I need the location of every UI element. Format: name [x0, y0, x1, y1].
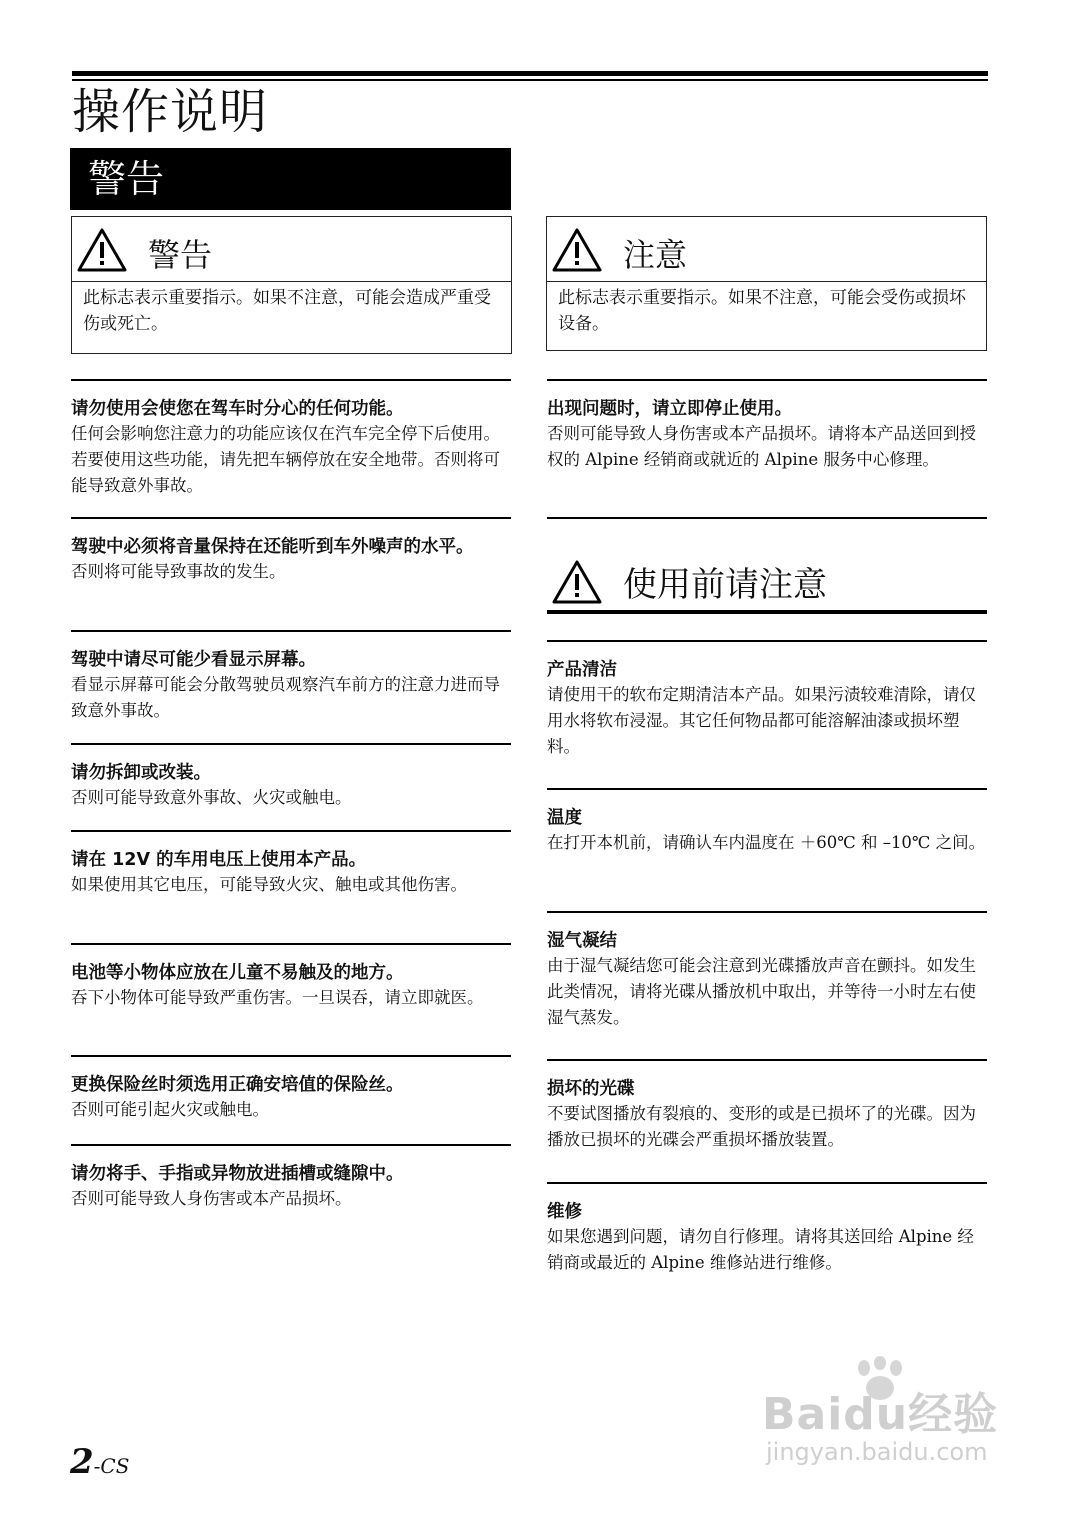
item-title: 驾驶中请尽可能少看显示屏幕。 — [71, 650, 316, 670]
warning-triangle-icon — [551, 227, 603, 273]
item-body: 任何会影响您注意力的功能应该仅在汽车完全停下后使用。若要使用这些功能，请先把车辆停放在安全地带。否则将可能导致意外事故。 — [71, 424, 500, 495]
item-title: 温度 — [547, 808, 582, 828]
list-item — [547, 379, 987, 473]
warning-box-text: 此标志表示重要指示。如果不注意，可能会造成严重受伤或死亡。 — [83, 288, 491, 334]
list-item — [71, 1144, 511, 1212]
item-body: 不要试图播放有裂痕的、变形的或是已损坏了的光碟。因为播放已损坏的光碟会严重损坏播放装置。 — [547, 1104, 976, 1149]
list-item — [547, 788, 987, 856]
page-number-value: 2 — [70, 1442, 94, 1482]
top-rule-thin — [72, 79, 988, 81]
divider — [547, 640, 987, 642]
precautions-underline — [547, 610, 987, 614]
list-item — [71, 630, 511, 724]
item-title: 请勿拆卸或改装。 — [71, 763, 211, 783]
warning-box-label: 警告 — [148, 236, 213, 274]
watermark-brand: Baidu经验 — [762, 1389, 999, 1440]
precautions-heading — [547, 556, 987, 616]
watermark-url: jingyan.baidu.com — [766, 1438, 988, 1466]
warning-box-header — [72, 217, 511, 282]
item-title: 请在 12V 的车用电压上使用本产品。 — [71, 850, 367, 870]
divider — [547, 379, 987, 381]
list-item — [547, 911, 987, 1031]
item-title: 出现问题时，请立即停止使用。 — [547, 399, 792, 419]
item-title: 请勿将手、手指或异物放进插槽或缝隙中。 — [71, 1164, 404, 1184]
divider — [547, 911, 987, 913]
item-body: 在打开本机前，请确认车内温度在 ＋60℃ 和 –10℃ 之间。 — [547, 833, 986, 852]
list-item — [547, 640, 987, 760]
caution-box-label: 注意 — [623, 236, 688, 274]
item-body: 如果您遇到问题，请勿自行修理。请将其送回给 Alpine 经销商或最近的 Alpine 维修站进行维修。 — [547, 1227, 974, 1272]
item-title: 损坏的光碟 — [547, 1079, 635, 1099]
item-body: 由于湿气凝结您可能会注意到光碟播放声音在颤抖。如发生此类情况，请将光碟从播放机中取出，并等待一小时左右使湿气蒸发。 — [547, 956, 976, 1027]
divider — [71, 630, 511, 632]
item-title: 维修 — [547, 1202, 582, 1222]
item-body: 否则可能导致意外事故、火灾或触电。 — [71, 788, 352, 807]
divider — [547, 517, 987, 519]
list-item — [71, 743, 511, 811]
list-item — [71, 517, 511, 585]
item-body: 请使用干的软布定期清洁本产品。如果污渍较难清除，请仅用水将软布浸湿。其它任何物品都可能溶解油漆或损坏塑料。 — [547, 685, 976, 756]
precautions-label: 使用前请注意 — [623, 565, 827, 605]
caution-box — [546, 216, 987, 351]
divider — [71, 1144, 511, 1146]
item-body: 吞下小物体可能导致严重伤害。一旦误吞，请立即就医。 — [71, 988, 484, 1007]
divider — [547, 788, 987, 790]
page-number-suffix: -CS — [93, 1454, 130, 1478]
warning-triangle-icon — [76, 227, 128, 273]
item-body: 如果使用其它电压，可能导致火灾、触电或其他伤害。 — [71, 875, 467, 894]
warning-box — [71, 216, 512, 354]
item-body: 否则可能引起火灾或触电。 — [71, 1100, 269, 1119]
list-item — [71, 830, 511, 898]
divider — [71, 517, 511, 519]
list-item — [547, 1182, 987, 1276]
item-body: 看显示屏幕可能会分散驾驶员观察汽车前方的注意力进而导致意外事故。 — [71, 675, 500, 720]
divider — [71, 943, 511, 945]
list-item — [71, 943, 511, 1011]
divider — [71, 830, 511, 832]
caution-box-header — [547, 217, 986, 282]
page-number — [70, 1442, 129, 1482]
item-title: 产品清洁 — [547, 660, 617, 680]
item-title: 电池等小物体应放在儿童不易触及的地方。 — [71, 963, 404, 983]
baidu-watermark — [762, 1356, 1012, 1476]
list-item — [71, 379, 511, 499]
item-title: 驾驶中必须将音量保持在还能听到车外噪声的水平。 — [71, 537, 474, 557]
warning-triangle-icon — [551, 559, 603, 605]
item-title: 更换保险丝时须选用正确安培值的保险丝。 — [71, 1075, 404, 1095]
divider — [71, 743, 511, 745]
divider — [547, 1059, 987, 1061]
item-body: 否则可能导致人身伤害或本产品损坏。 — [71, 1189, 352, 1208]
caution-box-text: 此标志表示重要指示。如果不注意，可能会受伤或损坏设备。 — [558, 288, 966, 334]
section-header-warning: 警告 — [70, 148, 511, 210]
top-rule-thick — [72, 71, 988, 76]
divider-block — [547, 517, 987, 519]
list-item — [71, 1055, 511, 1123]
item-body: 否则可能导致人身伤害或本产品损坏。请将本产品送回到授权的 Alpine 经销商或就近的 Alpine 服务中心修理。 — [547, 424, 976, 469]
divider — [547, 1182, 987, 1184]
item-body: 否则将可能导致事故的发生。 — [71, 562, 286, 581]
item-title: 湿气凝结 — [547, 931, 617, 951]
divider — [71, 1055, 511, 1057]
item-title: 请勿使用会使您在驾车时分心的任何功能。 — [71, 399, 404, 419]
divider — [71, 379, 511, 381]
page-title: 操作说明 — [72, 84, 269, 140]
list-item — [547, 1059, 987, 1153]
